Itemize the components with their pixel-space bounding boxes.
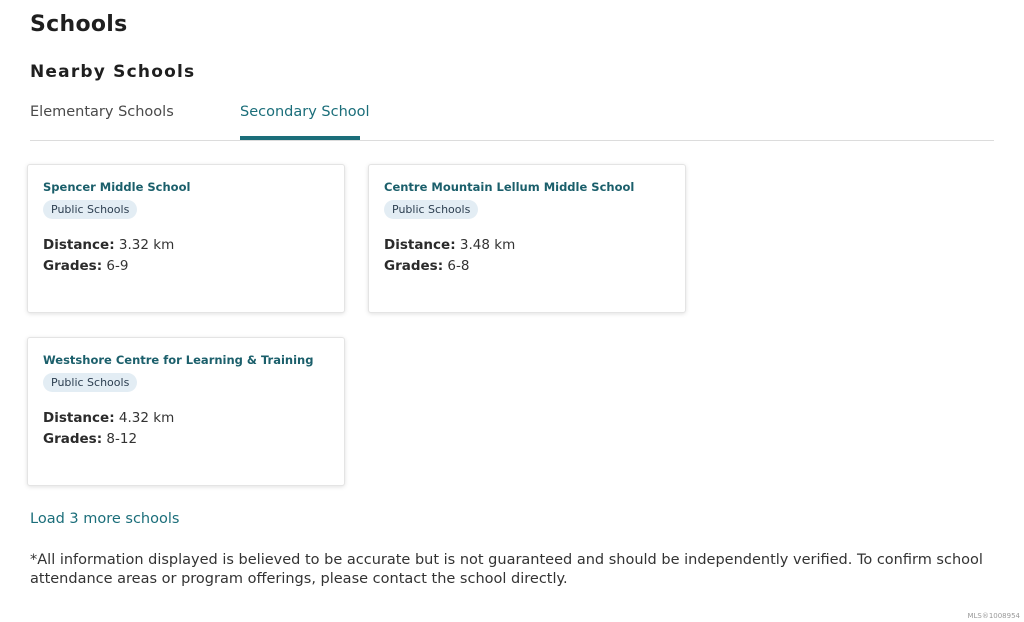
school-card xyxy=(27,164,345,313)
page-title: Schools xyxy=(30,12,128,37)
distance-value: 3.32 km xyxy=(118,237,175,253)
disclaimer-text: *All information displayed is believed to be accurate but is not guaranteed and should be independently verified. To confirm school attendance areas or program offerings, please contact the school directly. xyxy=(30,552,983,587)
tab-elementary-schools[interactable]: Elementary Schools xyxy=(30,104,174,120)
active-tab-indicator xyxy=(240,136,360,140)
grades-label: Grades: xyxy=(43,258,103,274)
distance-label: Distance: xyxy=(43,237,115,253)
school-grades xyxy=(384,258,469,274)
load-more-schools-link[interactable]: Load 3 more schools xyxy=(30,511,180,527)
school-distance xyxy=(384,237,515,253)
school-distance xyxy=(43,410,174,426)
school-distance xyxy=(43,237,174,253)
school-type-badge: Public Schools xyxy=(43,200,137,219)
school-name[interactable]: Spencer Middle School xyxy=(43,180,191,194)
school-card xyxy=(27,337,345,486)
school-name[interactable]: Centre Mountain Lellum Middle School xyxy=(384,180,635,194)
school-name[interactable]: Westshore Centre for Learning & Training xyxy=(43,353,314,367)
school-type-badge: Public Schools xyxy=(43,373,137,392)
grades-value: 6-9 xyxy=(106,258,129,274)
distance-label: Distance: xyxy=(43,410,115,426)
school-type-badge: Public Schools xyxy=(384,200,478,219)
grades-value: 6-8 xyxy=(447,258,470,274)
distance-value: 4.32 km xyxy=(118,410,175,426)
grades-value: 8-12 xyxy=(106,431,138,447)
distance-label: Distance: xyxy=(384,237,456,253)
tab-secondary-school[interactable]: Secondary School xyxy=(240,104,370,120)
distance-value: 3.48 km xyxy=(459,237,516,253)
school-grades xyxy=(43,258,128,274)
section-title: Nearby Schools xyxy=(30,62,196,82)
school-grades xyxy=(43,431,137,447)
grades-label: Grades: xyxy=(384,258,444,274)
school-card xyxy=(368,164,686,313)
school-level-tabs xyxy=(30,100,994,141)
mls-number: MLS®1008954 xyxy=(967,612,1020,620)
grades-label: Grades: xyxy=(43,431,103,447)
